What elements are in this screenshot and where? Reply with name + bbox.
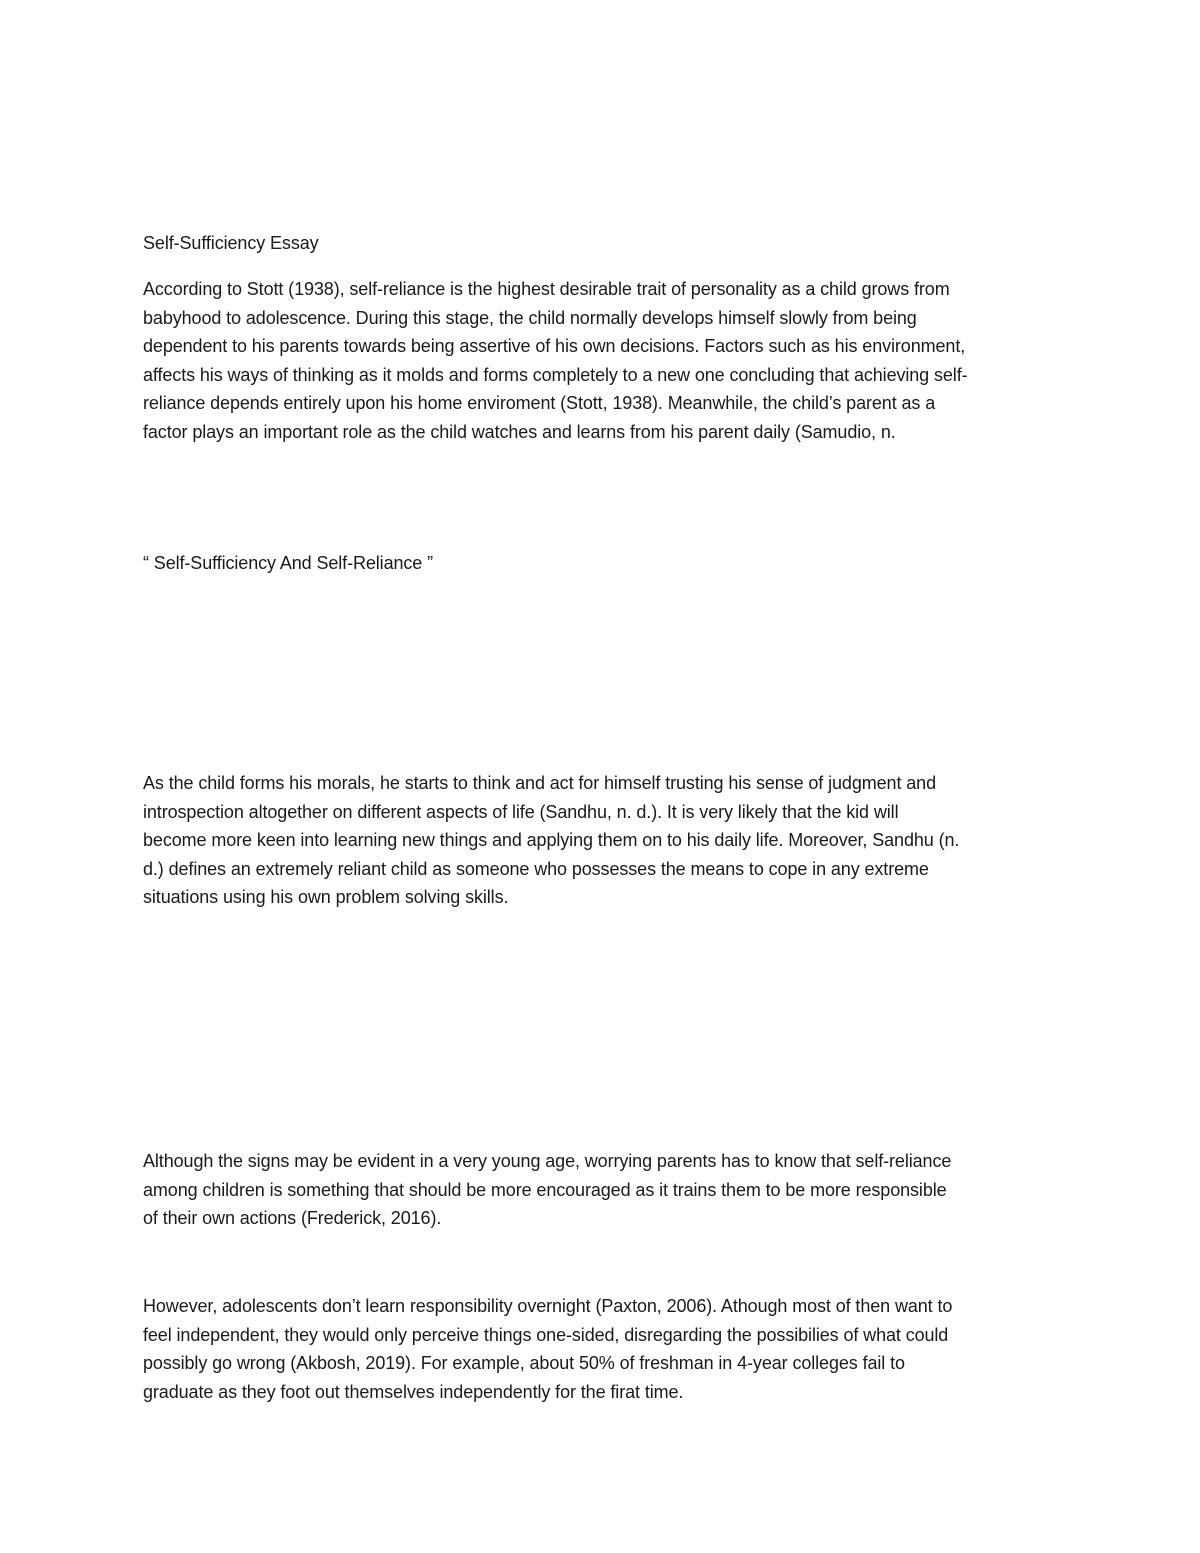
- text-line: d.) defines an extremely reliant child as someone who possesses the means to cope in any extreme: [143, 858, 929, 879]
- text-line: among children is something that should be more encouraged as it trains them to be more responsible: [143, 1179, 947, 1200]
- text-line: However, adolescents don’t learn responsibility overnight (Paxton, 2006). Athough most of then want to: [143, 1296, 953, 1316]
- text-line: reliance depends entirely upon his home enviroment (Stott, 1938). Meanwhile, the child’s parent as a: [143, 393, 936, 414]
- text-line: Although the signs may be evident in a very young age, worrying parents has to know that self-reliance: [143, 1151, 952, 1171]
- text-line: introspection altogether on different aspects of life (Sandhu, n. d.). It is very likely that the kid will: [143, 801, 899, 822]
- text-line: graduate as they foot out themselves independently for the firat time.: [143, 1381, 684, 1402]
- essay-title: [143, 229, 1058, 258]
- paragraph-signs: [143, 1147, 1058, 1233]
- text-line: possibly go wrong (Akbosh, 2019). For example, about 50% of freshman in 4-year colleges fail to: [143, 1353, 905, 1374]
- paragraph-responsibility: [143, 1292, 1058, 1406]
- quote-heading: [143, 549, 1058, 578]
- text-line: According to Stott (1938), self-reliance is the highest desirable trait of personality as a child grows from: [143, 279, 950, 299]
- text-line: feel independent, they would only perceive things one-sided, disregarding the possibilies of what could: [143, 1324, 949, 1345]
- text-line: affects his ways of thinking as it molds and forms completely to a new one concluding that achieving self-: [143, 364, 968, 385]
- text-line: dependent to his parents towards being assertive of his own decisions. Factors such as his environment,: [143, 336, 966, 357]
- quote-heading-text: “ Self-Sufficiency And Self-Reliance ”: [143, 553, 434, 573]
- text-line: become more keen into learning new things and applying them on to his daily life. Moreover, Sandhu (n.: [143, 830, 960, 851]
- text-line: situations using his own problem solving skills.: [143, 887, 509, 908]
- text-line: As the child forms his morals, he starts to think and act for himself trusting his sense of judgment and: [143, 773, 936, 793]
- paragraph-stott: [143, 275, 1058, 447]
- text-line: of their own actions (Frederick, 2016).: [143, 1208, 442, 1229]
- essay-title-text: Self-Sufficiency Essay: [143, 233, 319, 253]
- text-line: factor plays an important role as the child watches and learns from his parent daily (Samudio, n.: [143, 421, 896, 442]
- paragraph-morals: [143, 769, 1058, 912]
- text-line: babyhood to adolescence. During this stage, the child normally develops himself slowly from being: [143, 307, 917, 328]
